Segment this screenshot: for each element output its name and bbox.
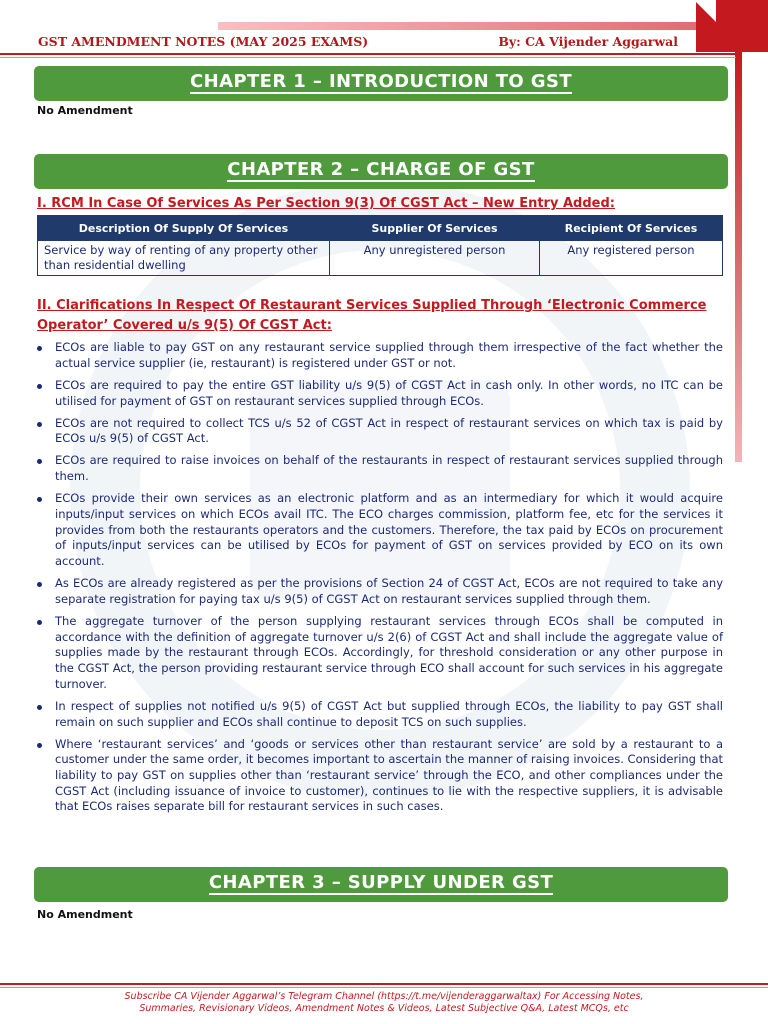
- bullet-icon: [37, 346, 42, 351]
- right-accent-bar: [735, 52, 742, 462]
- footer-rule: [0, 983, 768, 985]
- chapter-1-note: No Amendment: [37, 104, 133, 117]
- footer-rule-thin: [0, 987, 768, 988]
- list-item-text: As ECOs are already registered as per the provisions of Section 24 of CGST Act, ECOs are not required to take any separate registration for paying tax u/s 9(5) of CGST Act on restaurant services supplied through them.: [55, 576, 723, 606]
- header-rule-thin: [0, 57, 736, 58]
- table-header-row: [38, 216, 723, 241]
- list-item-text: ECOs provide their own services as an electronic platform and as an intermediary for which it would acquire inputs/input services on which ECOs avail ITC. The ECO charges commission, platform fee, etc for the services it provides from both the restaurants operators and the customers. Therefore, the tax paid by ECOs on procurement of inputs/input services can be utilised by ECOs for payment of GST on services provided by ECO on its own account.: [55, 491, 723, 568]
- bullet-icon: [37, 743, 42, 748]
- chapter-1-banner: [34, 66, 728, 101]
- section-2-heading: [37, 296, 722, 336]
- bullet-icon: [37, 705, 42, 710]
- chapter-1-title: CHAPTER 1 – INTRODUCTION TO GST: [190, 71, 572, 92]
- footer-line-1: Subscribe CA Vijender Aggarwal’s Telegram Channel (https://t.me/vijenderaggarwaltax) For Accessing Notes,: [124, 991, 644, 1002]
- section-2-heading-text: II. Clarifications In Respect Of Restaurant Services Supplied Through ‘Electronic Commerce Operator’ Covered u/s 9(5) Of CGST Act:: [37, 298, 707, 333]
- bullet-icon: [37, 497, 42, 502]
- list-item-text: ECOs are liable to pay GST on any restaurant service supplied through them irrespective of the fact whether the actual service supplier (ie, restaurant) is registered under GST or not.: [55, 340, 723, 370]
- section-1-heading-text: I. RCM In Case Of Services As Per Section 9(3) Of CGST Act – New Entry Added:: [37, 196, 615, 211]
- bullet-icon: [37, 422, 42, 427]
- list-item: [37, 491, 723, 570]
- bullet-icon: [37, 384, 42, 389]
- footer-line-2: Summaries, Revisionary Videos, Amendment Notes & Videos, Latest Subjective Q&A, Latest MCQs, etc: [139, 1003, 629, 1014]
- list-item: [37, 737, 723, 816]
- table-row: [38, 241, 723, 276]
- bullet-icon: [37, 582, 42, 587]
- list-item-text: ECOs are required to raise invoices on behalf of the restaurants in respect of restaurant services supplied through them.: [55, 453, 723, 484]
- bullet-icon: [37, 459, 42, 464]
- bullet-icon: [37, 620, 42, 625]
- list-item-text: ECOs are required to pay the entire GST liability u/s 9(5) of CGST Act in cash only. In other words, no ITC can be utilised for payment of GST on restaurant services supplied through ECOs.: [55, 377, 723, 408]
- header-author: By: CA Vijender Aggarwal: [498, 34, 678, 49]
- list-item-text: ECOs are not required to collect TCS u/s 52 of CGST Act in respect of restaurant services on which tax is paid by ECOs u/s 9(5) of CGST Act.: [55, 415, 723, 446]
- chapter-3-banner: [34, 867, 728, 902]
- header-rule: [0, 53, 736, 55]
- list-item-text: In respect of supplies not notified u/s 9(5) of CGST Act but supplied through ECOs, the liability to pay GST shall remain on such supplier and ECOs shall continue to deposit TCS on such supplies.: [55, 698, 723, 729]
- footer-note: [60, 991, 708, 1015]
- header-title: GST AMENDMENT NOTES (MAY 2025 EXAMS): [38, 34, 369, 49]
- list-item: [37, 699, 723, 730]
- corner-notch: [694, 0, 716, 22]
- list-item: [37, 378, 723, 409]
- chapter-2-banner: [34, 154, 728, 189]
- chapter-3-note: No Amendment: [37, 908, 133, 921]
- list-item: [37, 416, 723, 447]
- list-item: [37, 453, 723, 484]
- list-item: [37, 340, 723, 371]
- page-header: [38, 34, 678, 52]
- table-cell-description: Service by way of renting of any property other than residential dwelling: [38, 241, 330, 276]
- table-header-supplier: Supplier Of Services: [330, 216, 540, 241]
- list-item-text: The aggregate turnover of the person supplying restaurant services through ECOs shall be computed in accordance with the definition of aggregate turnover u/s 2(6) of CGST Act and shall include the aggregate value of supplies made by the restaurant through ECOs. Accordingly, for threshold consideration or any other purpose in the CGST Act, the person providing restaurant service through ECO shall account for such services in his aggregate turnover.: [55, 613, 723, 691]
- rcm-table: [37, 215, 723, 276]
- header-accent-stripe: [218, 22, 708, 30]
- table-header-recipient: Recipient Of Services: [540, 216, 723, 241]
- chapter-3-title: CHAPTER 3 – SUPPLY UNDER GST: [208, 872, 554, 893]
- list-item-text: Where ‘restaurant services’ and ‘goods or services other than restaurant service’ are sold by a restaurant to a customer under the same order, it becomes important to ascertain the manner of raising invoices. Considering that liability to pay GST on supplies other than ‘restaurant service’ through the ECO, and other compliances under the CGST Act (including issuance of invoice to customer), continues to lie with the respective suppliers, it is advisable that ECOs raises separate bill for restaurant services in such cases.: [55, 736, 723, 814]
- list-item: [37, 576, 723, 607]
- table-cell-recipient: Any registered person: [540, 241, 723, 276]
- table-header-description: Description Of Supply Of Services: [38, 216, 330, 241]
- section-1-heading: [37, 194, 722, 214]
- clarification-list: [37, 340, 723, 822]
- list-item: [37, 614, 723, 693]
- chapter-2-title: CHAPTER 2 – CHARGE OF GST: [227, 159, 535, 180]
- table-cell-supplier: Any unregistered person: [330, 241, 540, 276]
